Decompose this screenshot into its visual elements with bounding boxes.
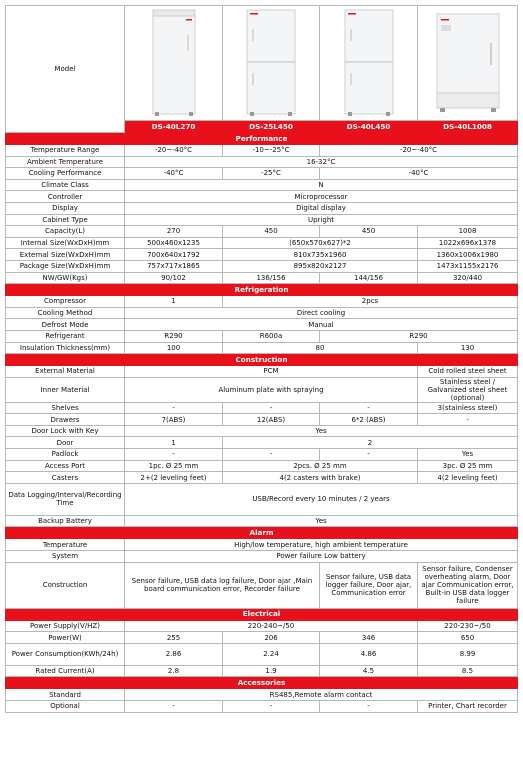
cell: 6*2 (ABS): [320, 414, 418, 426]
cell: 2.8: [125, 665, 223, 677]
cell: 80: [223, 342, 418, 354]
row-label: Power(W): [6, 632, 125, 644]
double-door-freezer-icon: [246, 9, 296, 117]
cell: -40°C: [125, 168, 223, 180]
cell: -20~-40°C: [320, 145, 518, 157]
cell: Manual: [125, 319, 518, 331]
cell: -25°C: [223, 168, 320, 180]
cell: 1.9: [223, 665, 320, 677]
cell: 270: [125, 226, 223, 238]
row-label: Construction: [6, 562, 125, 608]
row-label: Package Size(WxDxH)mm: [6, 260, 125, 272]
model-name-4: DS-40L1008: [418, 121, 518, 133]
model-header: Model: [6, 6, 125, 133]
row-label: System: [6, 551, 125, 563]
cell: Stainless steel / Galvanized steel sheet (optional): [418, 377, 518, 402]
cell: 144/156: [320, 272, 418, 284]
cell: Sensor failure, USB data log failure, Door ajar ,Main board communication error, Recorder failure: [125, 562, 320, 608]
cell: 2.86: [125, 643, 223, 665]
cell: 1473x1155x2176: [418, 260, 518, 272]
row-label: Casters: [6, 472, 125, 484]
cell: Sensor failure, USB data logger failure, Door ajar, Communication error: [320, 562, 418, 608]
row-label: Internal Size(WxDxH)mm: [6, 237, 125, 249]
section-accessories: Accessories: [6, 677, 518, 689]
cell: -20~-40°C: [125, 145, 223, 157]
cell: 346: [320, 632, 418, 644]
row-label: Cooling Method: [6, 307, 125, 319]
row-label: Access Port: [6, 460, 125, 472]
cell: 1: [125, 437, 223, 449]
row-label: Compressor: [6, 296, 125, 308]
cell: 16-32°C: [125, 156, 518, 168]
cell: 136/156: [223, 272, 320, 284]
cell: 757x717x1865: [125, 260, 223, 272]
cell: 1: [125, 296, 223, 308]
row-label: Ambient Temperature: [6, 156, 125, 168]
cell: Yes: [125, 515, 518, 527]
cell: 255: [125, 632, 223, 644]
row-label: Insulation Thickness(mm): [6, 342, 125, 354]
cell: High/low temperature, high ambient temperature: [125, 539, 518, 551]
row-label: Refrigerant: [6, 330, 125, 342]
cell: 130: [418, 342, 518, 354]
cell: Yes: [125, 425, 518, 437]
cell: 220-240~/50: [125, 620, 418, 632]
cell: N: [125, 179, 518, 191]
cell: Yes: [418, 449, 518, 461]
row-label: Data Logging/Interval/Recording Time: [6, 483, 125, 515]
cell: (650x570x627)*2: [223, 237, 418, 249]
cell: 3(stainless steel): [418, 402, 518, 414]
row-label: Inner Material: [6, 377, 125, 402]
cell: 4.86: [320, 643, 418, 665]
row-label: NW/GW(Kgs): [6, 272, 125, 284]
cell: 500x460x1235: [125, 237, 223, 249]
cell: 4.5: [320, 665, 418, 677]
cell: 4(2 leveling feet): [418, 472, 518, 484]
cell: Power failure Low battery: [125, 551, 518, 563]
cell: 2+(2 leveling feet): [125, 472, 223, 484]
cell: Digital display: [125, 202, 518, 214]
row-label: Controller: [6, 191, 125, 203]
cell: 100: [125, 342, 223, 354]
model-name-1: DS-40L270: [125, 121, 223, 133]
row-label: Temperature: [6, 539, 125, 551]
cell: -: [320, 701, 418, 713]
double-door-freezer-icon: [344, 9, 394, 117]
cell: 1022x696x1378: [418, 237, 518, 249]
cell: 320/440: [418, 272, 518, 284]
cell: Upright: [125, 214, 518, 226]
freezer-image-2: [223, 6, 320, 121]
cell: 2pcs: [223, 296, 518, 308]
row-label: External Size(WxDxH)mm: [6, 249, 125, 261]
cell: 8.5: [418, 665, 518, 677]
row-label: Drawers: [6, 414, 125, 426]
model-name-3: DS-40L450: [320, 121, 418, 133]
row-label: Shelves: [6, 402, 125, 414]
cell: 2: [223, 437, 518, 449]
row-label: Door: [6, 437, 125, 449]
cell: Direct cooling: [125, 307, 518, 319]
spec-table: [5, 5, 518, 713]
cell: -: [418, 414, 518, 426]
row-label: External Material: [6, 366, 125, 378]
row-label: Optional: [6, 701, 125, 713]
row-label: Backup Battery: [6, 515, 125, 527]
cell: 650: [418, 632, 518, 644]
cell: -: [125, 402, 223, 414]
cell: 450: [223, 226, 320, 238]
cell: Printer, Chart recorder: [418, 701, 518, 713]
cell: 12(ABS): [223, 414, 320, 426]
cell: Microprocessor: [125, 191, 518, 203]
cell: -: [320, 402, 418, 414]
cell: Sensor failure, Condenser overheating alarm, Door ajar Communication error, Built-in USB data logger failure: [418, 562, 518, 608]
ultra-low-freezer-icon: [436, 13, 500, 113]
row-label: Defrost Mode: [6, 319, 125, 331]
single-door-freezer-icon: [152, 9, 196, 117]
row-label: Door Lock with Key: [6, 425, 125, 437]
row-label: Cooling Performance: [6, 168, 125, 180]
cell: Cold rolled steel sheet: [418, 366, 518, 378]
cell: R290: [125, 330, 223, 342]
cell: 90/102: [125, 272, 223, 284]
cell: 3pc. Ø 25 mm: [418, 460, 518, 472]
cell: 450: [320, 226, 418, 238]
cell: R600a: [223, 330, 320, 342]
cell: -: [320, 449, 418, 461]
cell: RS485,Remote alarm contact: [125, 689, 518, 701]
section-electrical: Electrical: [6, 608, 518, 620]
row-label: Standard: [6, 689, 125, 701]
cell: Aluminum plate with spraying: [125, 377, 418, 402]
row-label: Power Supply(V/HZ): [6, 620, 125, 632]
cell: -: [223, 449, 320, 461]
row-label: Padlock: [6, 449, 125, 461]
cell: 1pc. Ø 25 mm: [125, 460, 223, 472]
cell: -: [223, 402, 320, 414]
cell: USB/Record every 10 minutes / 2 years: [125, 483, 518, 515]
model-name-2: DS-25L450: [223, 121, 320, 133]
row-label: Climate Class: [6, 179, 125, 191]
cell: -10~-25°C: [223, 145, 320, 157]
cell: 220-230~/50: [418, 620, 518, 632]
cell: -: [125, 449, 223, 461]
section-refrigeration: Refrigeration: [6, 284, 518, 296]
cell: 7(ABS): [125, 414, 223, 426]
cell: 4(2 casters with brake): [223, 472, 418, 484]
freezer-image-1: [125, 6, 223, 121]
freezer-image-3: [320, 6, 418, 121]
cell: 1360x1006x1980: [418, 249, 518, 261]
cell: 810x735x1960: [223, 249, 418, 261]
row-label: Power Consumption(KWh/24h): [6, 643, 125, 665]
cell: -40°C: [320, 168, 518, 180]
row-label: Temperature Range: [6, 145, 125, 157]
cell: 1008: [418, 226, 518, 238]
section-performance: Performance: [6, 133, 518, 145]
cell: 895x820x2127: [223, 260, 418, 272]
cell: 700x640x1792: [125, 249, 223, 261]
cell: R290: [320, 330, 518, 342]
row-label: Cabinet Type: [6, 214, 125, 226]
cell: 8.99: [418, 643, 518, 665]
row-label: Display: [6, 202, 125, 214]
freezer-image-4: [418, 6, 518, 121]
cell: PCM: [125, 366, 418, 378]
row-label: Capacity(L): [6, 226, 125, 238]
cell: 206: [223, 632, 320, 644]
cell: -: [223, 701, 320, 713]
cell: 2pcs. Ø 25 mm: [223, 460, 418, 472]
section-alarm: Alarm: [6, 527, 518, 539]
row-label: Rated Current(A): [6, 665, 125, 677]
section-construction: Construction: [6, 354, 518, 366]
cell: 2.24: [223, 643, 320, 665]
cell: -: [125, 701, 223, 713]
